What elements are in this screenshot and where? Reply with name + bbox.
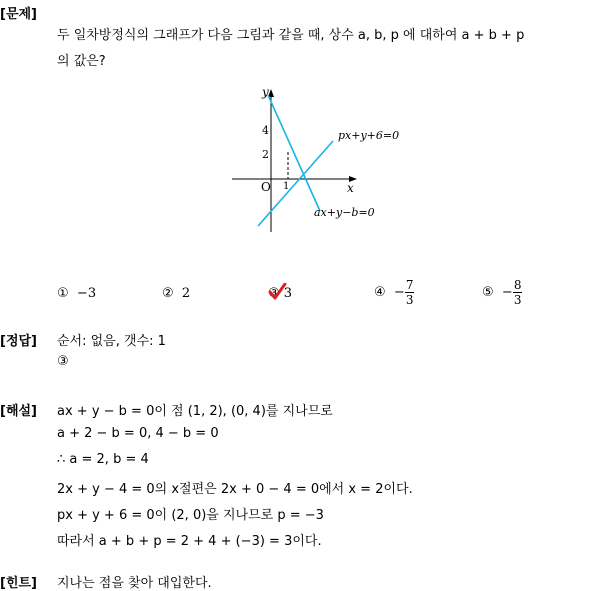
solution-line-1: ax + y − b = 0이 점 (1, 2), (0, 4)를 지나므로	[57, 404, 333, 419]
hint-tag: [힌트]	[0, 576, 37, 591]
choice-5-denominator: 3	[513, 293, 522, 307]
answer-tag: [정답]	[0, 334, 37, 349]
hint-text: 지나는 점을 찾아 대입한다.	[57, 576, 212, 591]
x-axis-label: x	[347, 181, 354, 195]
answer-line-2: ③	[57, 354, 69, 369]
choice-3-number: ③	[268, 286, 280, 301]
choice-3-value: 3	[283, 286, 293, 301]
choice-5-number: ⑤	[482, 285, 494, 300]
problem-line-1: 두 일차방정식의 그래프가 다음 그림과 같을 때, 상수 a, b, p 에 대하여 a + b + p	[57, 28, 525, 43]
tick-label-4: 4	[262, 124, 269, 137]
choice-4[interactable]	[374, 278, 414, 307]
y-axis-label: y	[262, 85, 269, 99]
choice-1-value: −3	[76, 286, 97, 301]
choice-1[interactable]	[57, 286, 96, 301]
choice-5-sign: −	[501, 285, 513, 300]
choice-2-value: 2	[181, 286, 191, 301]
choice-4-fraction	[405, 278, 415, 307]
choice-1-number: ①	[57, 286, 69, 301]
checkmark-icon	[267, 283, 287, 301]
line-label-ax-y-b: ax+y−b=0	[314, 206, 375, 219]
choice-3[interactable]	[268, 286, 292, 301]
choice-4-sign: −	[393, 285, 405, 300]
solution-tag: [해설]	[0, 404, 37, 419]
origin-label: O	[261, 180, 271, 194]
solution-line-6: 따라서 a + b + p = 2 + 4 + (−3) = 3이다.	[57, 534, 322, 549]
choice-4-number: ④	[374, 285, 386, 300]
problem-line-2: 의 값은?	[57, 54, 106, 69]
graph-figure	[0, 0, 589, 280]
choice-4-denominator: 3	[405, 293, 414, 307]
choice-2[interactable]	[162, 286, 190, 301]
solution-line-4: 2x + y − 4 = 0의 x절편은 2x + 0 − 4 = 0에서 x = 2이다.	[57, 482, 413, 497]
solution-line-2: a + 2 − b = 0, 4 − b = 0	[57, 426, 219, 441]
answer-line-1: 순서: 없음, 갯수: 1	[57, 334, 166, 349]
problem-tag: [문제]	[0, 7, 37, 22]
tick-label-2: 2	[262, 148, 269, 161]
solution-line-5: px + y + 6 = 0이 (2, 0)을 지나므로 p = −3	[57, 508, 324, 523]
graph-line-ax-y-b	[268, 95, 320, 211]
choice-2-number: ②	[162, 286, 174, 301]
choice-4-numerator: 7	[405, 278, 414, 292]
line-label-px-y-6: px+y+6=0	[338, 129, 400, 142]
choice-5[interactable]	[482, 278, 522, 307]
choice-5-fraction	[513, 278, 523, 307]
solution-line-3: ∴ a = 2, b = 4	[57, 452, 149, 467]
choice-5-numerator: 8	[513, 278, 522, 292]
tick-label-1: 1	[283, 181, 290, 192]
